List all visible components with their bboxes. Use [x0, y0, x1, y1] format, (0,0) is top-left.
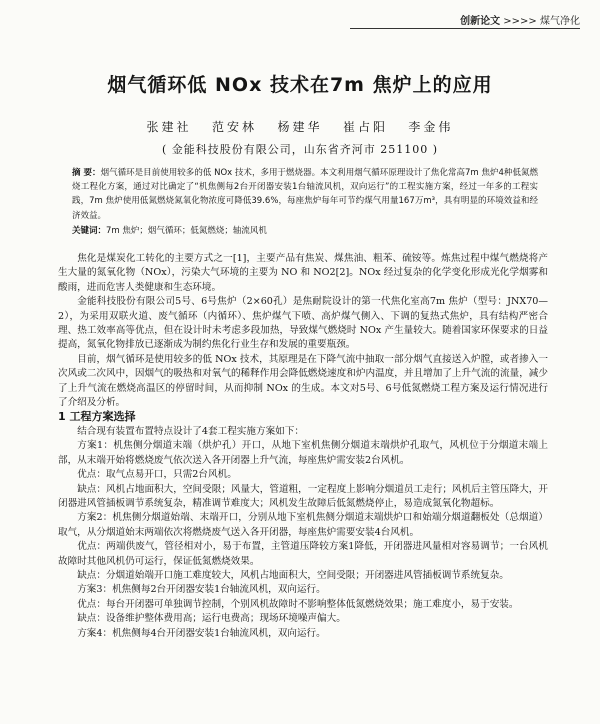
author-name: 范安林 [212, 120, 258, 134]
author-name: 杨建华 [277, 120, 323, 134]
body-paragraph: 方案3：机焦侧每2台开闭器安装1台轴流风机，双向运行。 [77, 584, 326, 596]
body-paragraph: 优点：取气点易开口，只需2台风机。 [77, 469, 237, 481]
abstract-label: 摘 要： [72, 168, 101, 178]
abstract-body [72, 166, 538, 223]
body-paragraph: 优点：每台开闭器可单独调节控制，个别风机故障时不影响整体低氮燃烧效果；施工难度小，易于安装。 [77, 598, 519, 610]
body-paragraph: 优点：两端供废气，管径相对小，易于布置，主管道压降较方案1降低，开闭器进风量相对容易调节；一台风机故障时其他风机仍可运行，保证低氮燃烧效果。 [58, 541, 548, 567]
abstract [72, 166, 538, 238]
body-paragraph: 缺点：风机占地面积大，空间受限；风量大，管道粗，一定程度上影响分烟道员工走行；风机后主管压降大，开闭器进风管插板调节系统复杂，精准调节难度大；风机发生故障后低氮燃烧停止，易造成氮氧化物超标。 [58, 483, 548, 509]
keywords-label: 关键词： [72, 225, 107, 236]
header-column: 创新论文 [460, 16, 501, 27]
keywords [72, 224, 538, 238]
body-paragraph: 方案2：机焦侧分烟道始端、末端开口，分别从地下室机焦侧分烟道末端烘炉口和始端分烟道翻板处（总烟道）取气，从分烟道始末两端依次将燃烧废气送入各开闭器，每座焦炉需要安装4台风机。 [58, 512, 548, 538]
body-paragraph: 缺点：设备维护整体费用高；运行电费高；现场环境噪声偏大。 [77, 613, 346, 625]
running-header [350, 12, 580, 28]
abstract-text: 烟气循环是目前使用较多的低 NOx 技术，多用于燃烧器。本文利用烟气循环原理设计了焦化常高7m 焦炉4种低氮燃烧工程化方案，通过对比确定了“机焦侧每2台开闭器安装1台轴流风机，双向运行”的工程实施方案，经过一年多的工程实践，7m 焦炉使用低氮燃烧氮氧化物浓度可降低39.6%，每座焦炉每年可节约煤气用量167万m³，具有明显的环境效益和经济效益。 [72, 168, 538, 221]
header-rule [350, 28, 580, 29]
keywords-text: 7m 焦炉；烟气循环；低氮燃烧；轴流风机 [106, 225, 267, 236]
author-name: 李金伟 [408, 120, 454, 134]
author-name: 崔占阳 [342, 120, 388, 134]
affiliation: ( 金能科技股份有限公司，山东省齐河市 251100 ) [161, 143, 439, 156]
header-arrows: >>>> [503, 16, 537, 27]
body-paragraph: 方案4：机焦侧每4台开闭器安装1台轴流风机，双向运行。 [77, 627, 326, 639]
header-topic: 煤气净化 [540, 16, 580, 27]
paper-title: 烟气循环低 NOx 技术在7m 焦炉上的应用 [107, 74, 493, 96]
body-paragraph: 缺点：分烟道始端开口施工难度较大，风机占地面积大，空间受限；开闭器进风管插板调节系统复杂。 [77, 569, 509, 581]
body-paragraph: 结合现有装置布置特点设计了4套工程实施方案如下： [77, 425, 304, 437]
body-paragraph: 方案1：机焦侧分烟道末端（烘炉孔）开口，从地下室机焦侧分烟道末端烘炉孔取气，风机位于分烟道末端上部，从末端开始将燃烧废气依次送入各开闭器上升气流，每座焦炉需安装2台风机。 [58, 440, 548, 466]
author-name: 张建社 [146, 120, 192, 134]
body-paragraph: 目前，烟气循环是使用较多的低 NOx 技术，其原理是在下降气流中抽取一部分烟气直接送入炉膛，或者掺入一次风或二次风中，因烟气的吸热和对氧气的稀释作用会降低燃烧速度和炉内温度，并且增加了上升气流的流量，减少了上升气流在燃烧高温区的停留时间，从而抑制 NOx 的生成。本文对5号、6号低氮燃烧工程方案及运行情况进行了介绍及分析。 [58, 353, 548, 409]
section-heading: 1 工程方案选择 [58, 410, 136, 424]
main-body [58, 252, 548, 641]
body-paragraph: 金能科技股份有限公司5号、6号焦炉（2×60孔）是焦耐院设计的第一代焦化室高7m 焦炉（型号：JNX70—2），为采用双联火道、废气循环（内循环）、焦炉煤气下喷、高炉煤气侧入、下调的复热式焦炉，具有结构严密合理、热工效率高等优点，但在设计时未考虑多段加热，导致煤气燃烧时 NOx 产生量较大。随着国家环保要求的日益提高，氮氧化物排放已逐渐成为制约焦化行业生存和发展的重要瓶颈。 [58, 296, 548, 351]
body-paragraph: 焦化是煤炭化工转化的主要方式之一[1]，主要产品有焦炭、煤焦油、粗苯、硫铵等。炼焦过程中煤气燃烧将产生大量的氮氧化物（NOx），污染大气环境的主要为 NO 和 NO2[2]。NOx 经过复杂的化学变化形成光化学烟雾和酸雨，进而危害人类健康和生态环境。 [58, 253, 548, 293]
author-list [30, 118, 570, 135]
